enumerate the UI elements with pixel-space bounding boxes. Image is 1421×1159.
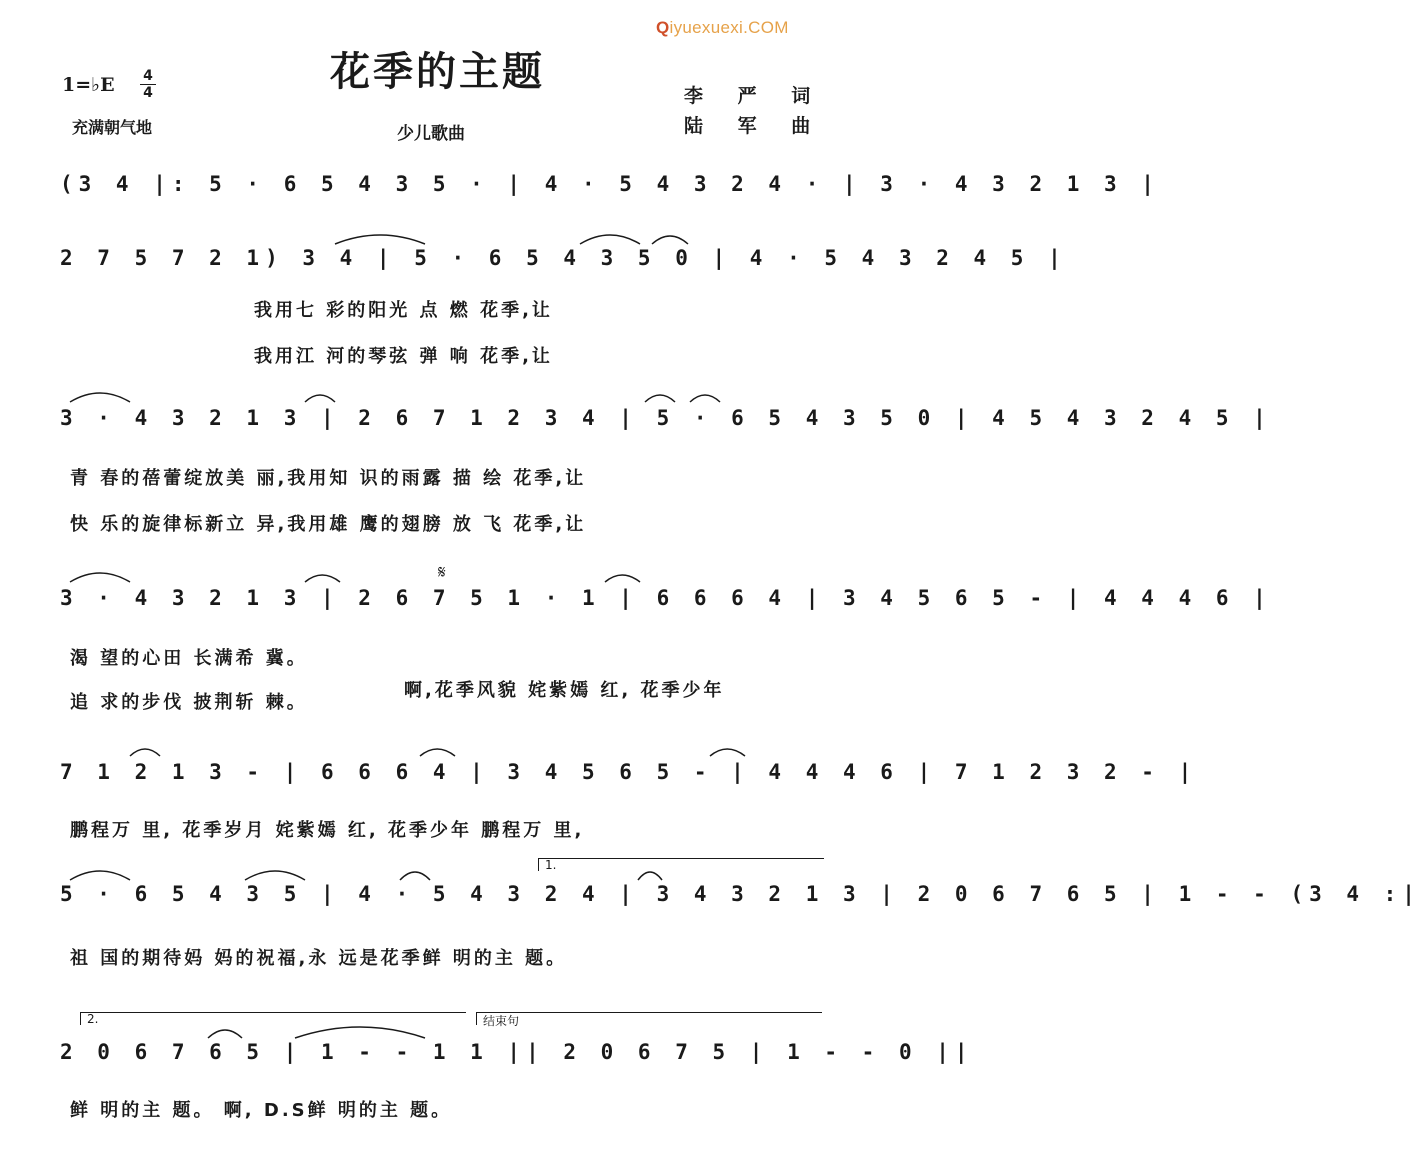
coda-label: 结束句 — [483, 1014, 520, 1028]
volta-label: 1. — [545, 858, 557, 872]
score-line-6 — [60, 858, 1421, 930]
lyric-verse-2: 快 乐的旋律标新立 异,我用雄 鹰的翅膀 放 飞 花季,让 — [70, 514, 587, 535]
lyric-verse-1: 我用七 彩的阳光 点 燃 花季,让 — [254, 300, 553, 321]
score-line-1 — [60, 158, 1160, 220]
notation-line: 5 · 6 5 4 3 5 | 4 · 5 4 3 2 4 | 3 4 3 2 1 3 | 2 0 6 7 6 5 | 1 - - (3 4 :| — [60, 882, 1421, 906]
lyric-line: 鹏程万 里, 花季岁月 姹紫嫣 红, 花季少年 鹏程万 里, — [70, 820, 585, 841]
score-line-3 — [60, 392, 1272, 454]
score-line-5 — [60, 746, 1198, 808]
score-line-4 — [60, 562, 1272, 634]
score-line-2 — [60, 232, 1067, 294]
score-line-7 — [60, 1012, 974, 1088]
watermark-text: iyuexuexi.COM — [669, 18, 789, 37]
volta-bracket-2 — [80, 1012, 466, 1025]
lyric-chorus: 啊,花季风貌 姹紫嫣 红, 花季少年 — [404, 680, 725, 701]
genre-label: 少儿歌曲 — [397, 124, 465, 144]
notation-line: 3 · 4 3 2 1 3 | 2 6 7 1 2 3 4 | 5 · 6 5 4 3 5 0 | 4 5 4 3 2 4 5 | — [60, 406, 1272, 430]
notation-line: 3 · 4 3 2 1 3 | 2 6 7 5 1 · 1 | 6 6 6 4 | 3 4 5 6 5 - | 4 4 4 6 | — [60, 586, 1272, 610]
lyric-verse-1: 渴 望的心田 长满希 冀。 — [70, 648, 308, 669]
lyricist-credit: 李 严 词 — [684, 85, 825, 107]
coda-bracket — [476, 1012, 822, 1028]
segno-sign: 𝄋 — [438, 562, 446, 583]
notation-line: 7 1 2 1 3 - | 6 6 6 4 | 3 4 5 6 5 - | 4 4 4 6 | 7 1 2 3 2 - | — [60, 760, 1198, 784]
song-title: 花季的主题 — [330, 48, 545, 95]
lyric-line: 鲜 明的主 题。 啊, D.S鲜 明的主 题。 — [70, 1100, 453, 1121]
key-signature: 1=♭E — [62, 74, 115, 96]
composer-credit: 陆 军 曲 — [684, 115, 825, 137]
lyric-line: 祖 国的期待妈 妈的祝福,永 远是花季鲜 明的主 题。 — [70, 948, 568, 969]
notation-line: 2 0 6 7 6 5 | 1 - - 1 1 || 2 0 6 7 5 | 1 - - 0 || — [60, 1040, 974, 1064]
time-numerator: 4 — [143, 68, 153, 84]
watermark-logo-q: Q — [656, 18, 670, 37]
notation-line: (3 4 |: 5 · 6 5 4 3 5 · | 4 · 5 4 3 2 4 · | 3 · 4 3 2 1 3 | — [60, 172, 1160, 196]
time-signature — [140, 68, 156, 101]
notation-line: 2 7 5 7 2 1) 3 4 | 5 · 6 5 4 3 5 0 | 4 · 5 4 3 2 4 5 | — [60, 246, 1067, 270]
site-watermark — [656, 18, 789, 38]
volta-label: 2. — [87, 1012, 99, 1026]
time-denominator: 4 — [143, 85, 153, 101]
tempo-mood: 充满朝气地 — [72, 118, 153, 137]
lyric-verse-1: 青 春的蓓蕾绽放美 丽,我用知 识的雨露 描 绘 花季,让 — [70, 468, 587, 489]
lyric-verse-2: 追 求的步伐 披荆斩 棘。 — [70, 692, 308, 713]
lyric-verse-2: 我用江 河的琴弦 弹 响 花季,让 — [254, 346, 553, 367]
